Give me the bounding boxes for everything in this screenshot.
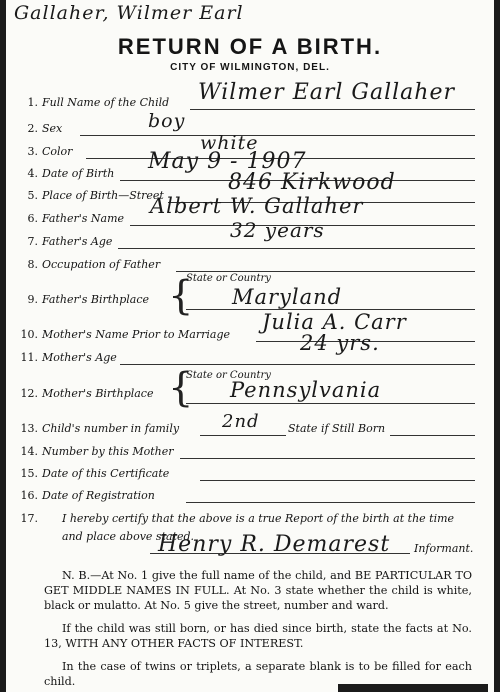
- field-line: [180, 458, 475, 459]
- field-value-place-of-birth: 846 Kirkwood: [228, 170, 396, 195]
- field-value-mother-name: Julia A. Carr: [262, 310, 407, 334]
- field-suffix-still-born: State if Still Born: [288, 422, 386, 435]
- field-label-date-of-birth: Date of Birth: [42, 167, 115, 180]
- field-number: 15.: [20, 467, 38, 480]
- note-paragraph: If the child was still born, or has died since birth, state the facts at No. 13, WITH ANY OTHER FACTS OF INTEREST.: [44, 622, 472, 650]
- field-number: 7.: [27, 235, 38, 248]
- field-value-date-of-birth: May 9 - 1907: [148, 149, 307, 174]
- field-number: 5.: [27, 189, 38, 202]
- field-label-child-number: Child's number in family: [42, 422, 180, 435]
- field-number: 2.: [27, 122, 38, 135]
- handwritten-top-note: Gallaher, Wilmer Earl: [14, 2, 244, 24]
- field-number: 4.: [27, 167, 38, 180]
- certification-statement: I hereby certify that the above is a true Report of the birth at the time and place above stated.: [62, 512, 455, 543]
- field-line: [390, 435, 475, 436]
- note-paragraph: In the case of twins or triplets, a separate blank is to be filled for each child.: [44, 660, 472, 688]
- brace-glyph: {: [168, 273, 194, 319]
- field-label-place-of-birth: Place of Birth—Street: [42, 189, 164, 202]
- field-line: [200, 435, 286, 436]
- field-value-father-name: Albert W. Gallaher: [150, 194, 364, 218]
- field-label-mother-birthplace: Mother's Birthplace: [42, 387, 154, 400]
- field-value-child-number: 2nd: [222, 411, 260, 432]
- field-value-mother-age: 24 yrs.: [300, 331, 380, 355]
- field-label-father-name: Father's Name: [42, 212, 125, 225]
- note-paragraph: N. B.—At No. 1 give the full name of the child, and BE PARTICULAR TO GET MIDDLE NAMES IN FULL. At No. 3 state whether the child is white, black or mulatto. At No. 5 give the street, number and ward.: [44, 569, 472, 612]
- field-label-registration-date: Date of Registration: [42, 489, 155, 502]
- field-line: [118, 248, 475, 249]
- field-value-father-age: 32 years: [230, 218, 325, 242]
- sublabel-state-or-country: State or Country: [186, 273, 271, 284]
- field-line: [176, 271, 475, 272]
- field-line: [200, 480, 475, 481]
- field-line: [190, 109, 475, 110]
- field-label-mother-age: Mother's Age: [42, 351, 117, 364]
- scan-right-edge: [494, 0, 500, 692]
- field-number: 11.: [20, 351, 38, 364]
- field-number: 8.: [27, 258, 38, 271]
- field-label-father-age: Father's Age: [42, 235, 113, 248]
- form-title: RETURN OF A BIRTH.: [117, 34, 383, 59]
- field-number: 16.: [20, 489, 38, 502]
- field-label-occupation: Occupation of Father: [42, 258, 161, 271]
- field-label-mother-name: Mother's Name Prior to Marriage: [42, 328, 231, 341]
- field-line: [186, 403, 475, 404]
- field-value-mother-birthplace: Pennsylvania: [230, 378, 382, 402]
- scan-left-edge: [0, 0, 6, 692]
- field-line: [80, 135, 475, 136]
- informant-label: Informant.: [414, 542, 474, 555]
- field-line: [186, 502, 475, 503]
- field-value-color: white: [200, 132, 259, 154]
- brace-glyph: {: [168, 365, 194, 411]
- field-number: 6.: [27, 212, 38, 225]
- field-value-full-name: Wilmer Earl Gallaher: [198, 80, 455, 105]
- field-number: 13.: [20, 422, 38, 435]
- field-number: 3.: [27, 145, 38, 158]
- field-number: 14.: [20, 445, 38, 458]
- field-label-certificate-date: Date of this Certificate: [42, 467, 170, 480]
- field-number: 12.: [20, 387, 38, 400]
- field-number: 17.: [20, 512, 38, 525]
- signature-line: [150, 553, 410, 554]
- field-value-sex: boy: [148, 110, 186, 132]
- field-label-number-by-mother: Number by this Mother: [42, 445, 174, 458]
- field-label-color: Color: [42, 145, 73, 158]
- field-value-father-birthplace: Maryland: [232, 285, 343, 309]
- field-label-sex: Sex: [42, 122, 63, 135]
- sublabel-state-or-country: State or Country: [186, 370, 271, 381]
- informant-signature: Henry R. Demarest: [158, 532, 391, 557]
- field-number: 10.: [20, 328, 38, 341]
- field-label-father-birthplace: Father's Birthplace: [42, 293, 150, 306]
- field-number: 1.: [27, 96, 38, 109]
- field-number: 9.: [27, 293, 38, 306]
- field-label-full-name: Full Name of the Child: [42, 96, 170, 109]
- form-subtitle: CITY OF WILMINGTON, DEL.: [170, 62, 330, 73]
